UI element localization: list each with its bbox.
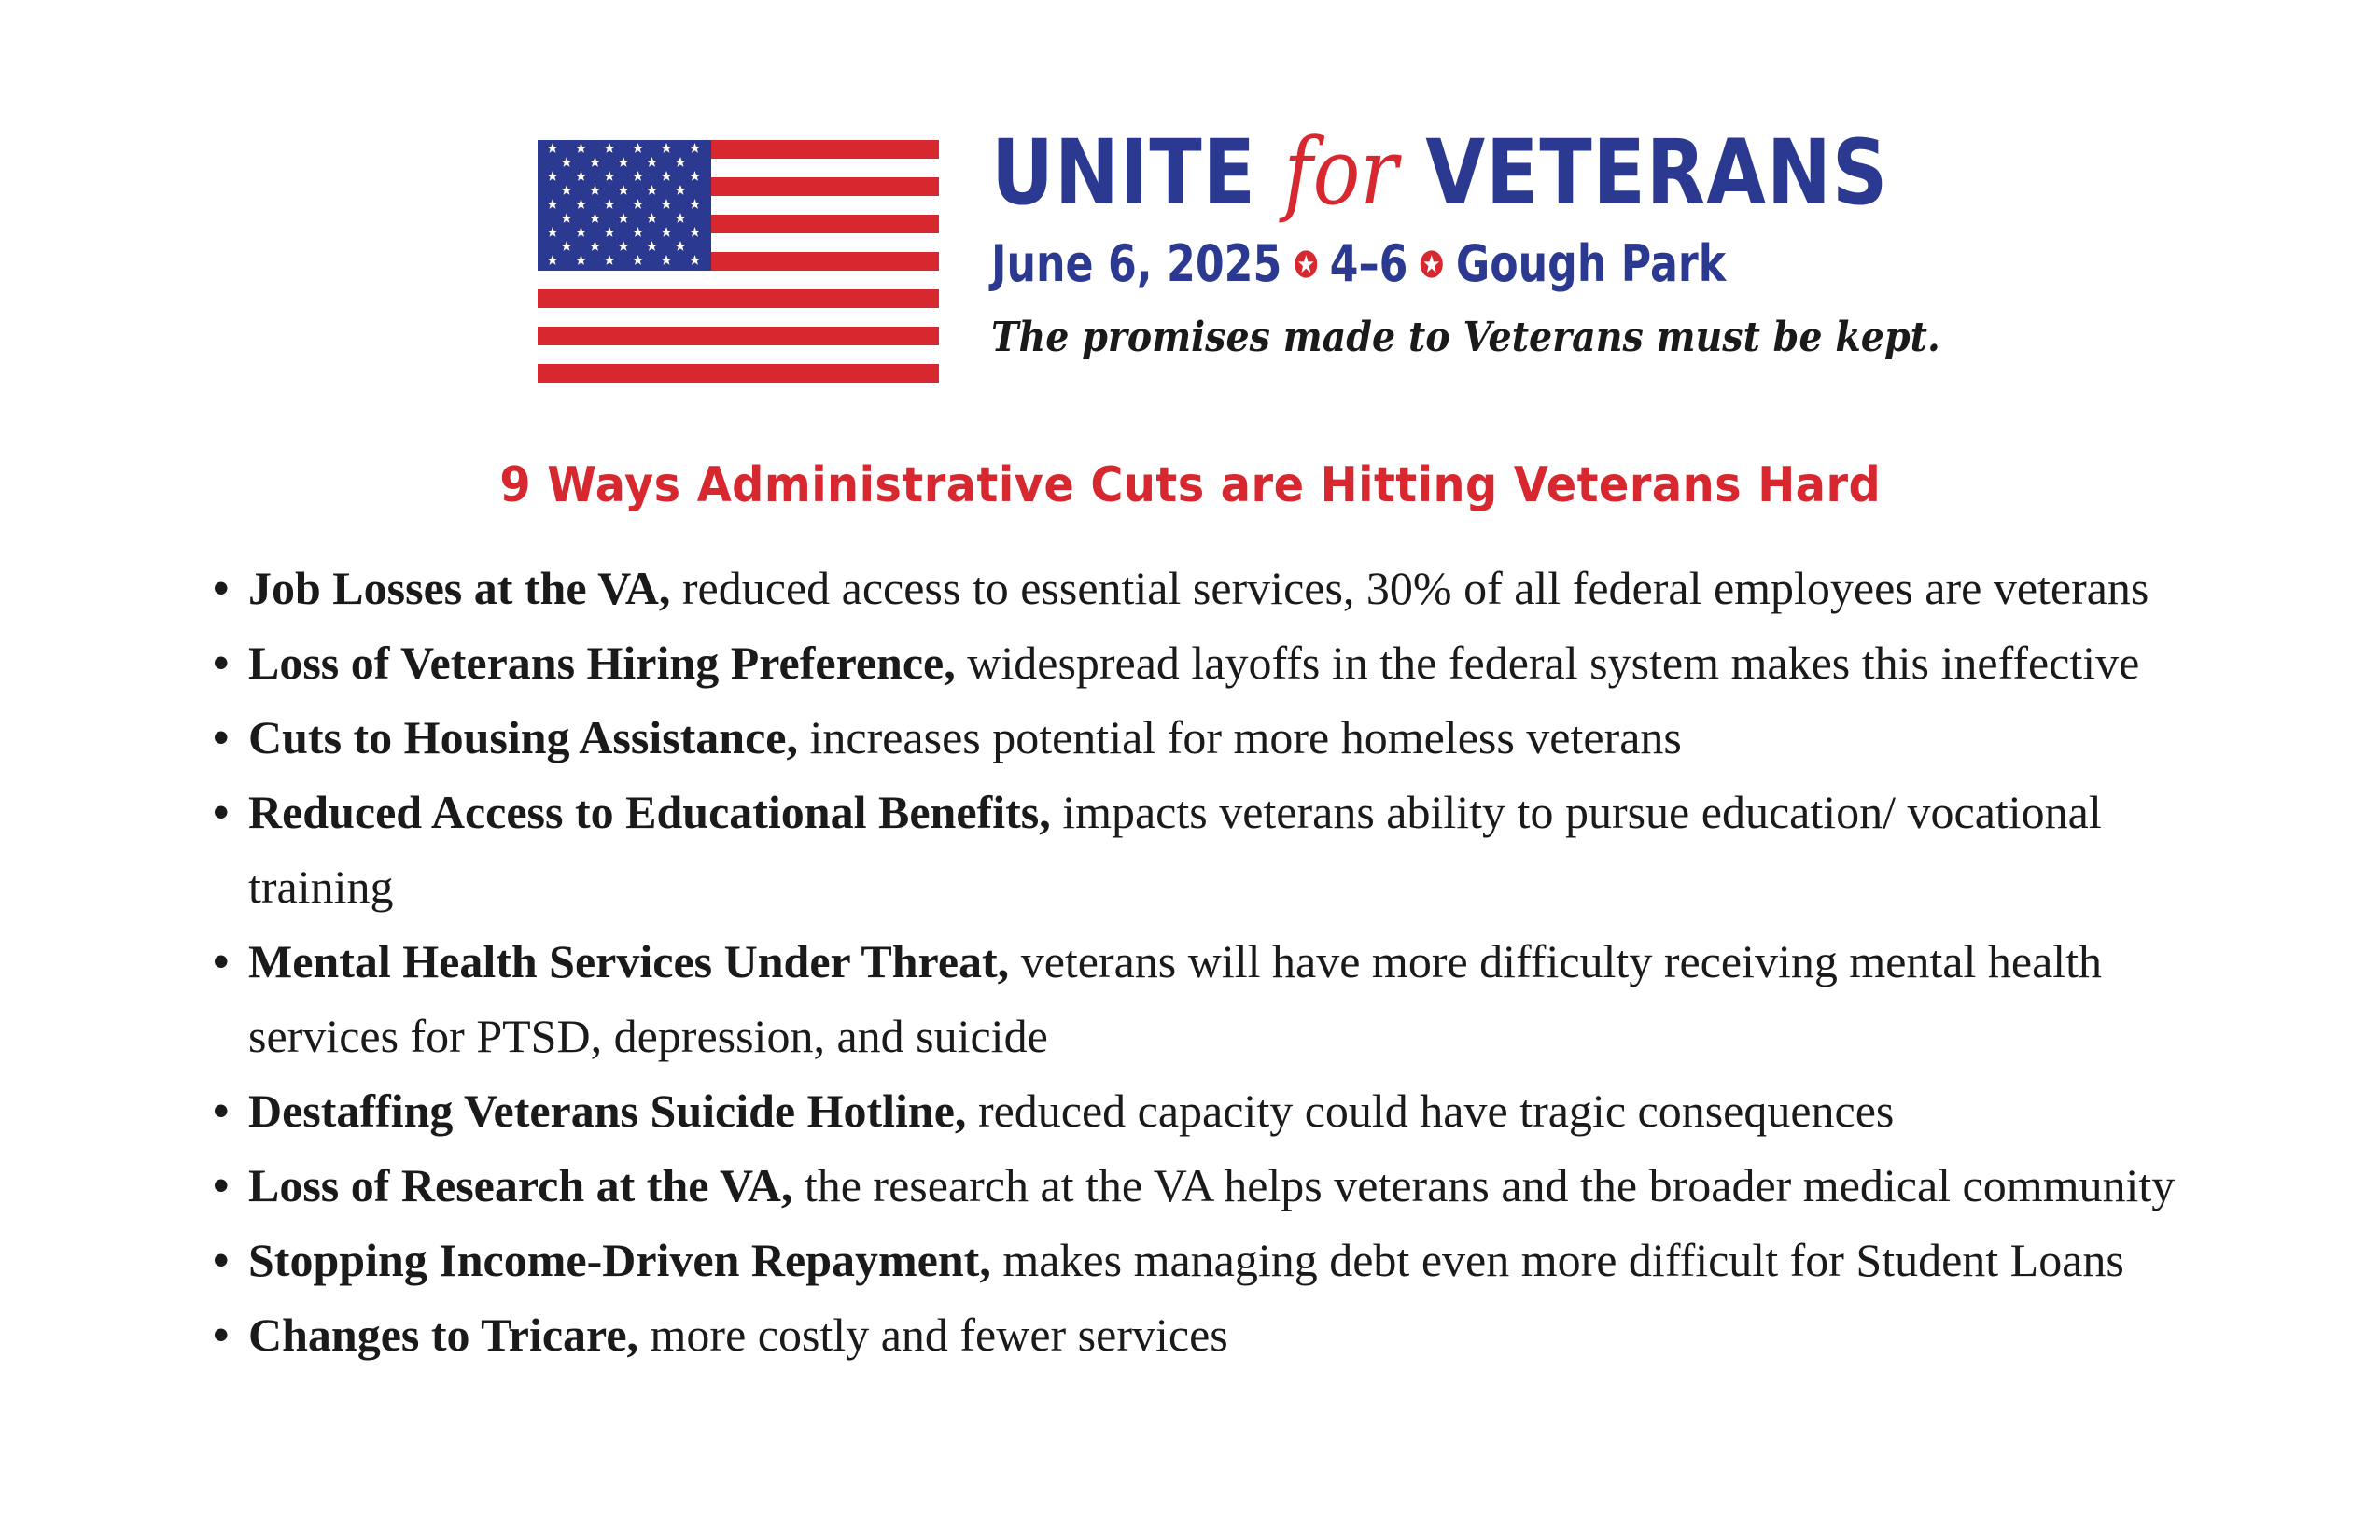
- bullet: •: [213, 935, 230, 987]
- event-location: Gough Park: [1455, 234, 1727, 293]
- item-text: more costly and fewer services: [638, 1309, 1228, 1361]
- item-text: the research at the VA helps veterans and the broader medical community: [792, 1159, 2176, 1211]
- list-item: [213, 1073, 2257, 1148]
- item-text: widespread layoffs in the federal system makes this ineffective: [955, 637, 2140, 689]
- item-text: veterans will have more difficulty receiving mental health services for PTSD, depression, and suicide: [248, 935, 2103, 1062]
- item-lead: Loss of Research at the VA,: [248, 1159, 793, 1211]
- item-text: reduced capacity could have tragic consequences: [966, 1085, 1895, 1137]
- item-lead: Destaffing Veterans Suicide Hotline,: [248, 1085, 967, 1137]
- event-details: [991, 234, 1727, 293]
- item-lead: Changes to Tricare,: [248, 1309, 639, 1361]
- item-lead: Loss of Veterans Hiring Preference,: [248, 637, 956, 689]
- bullet: •: [213, 786, 230, 838]
- list-item: [213, 775, 2257, 924]
- item-lead: Job Losses at the VA,: [248, 562, 671, 614]
- bullet: •: [213, 1159, 230, 1211]
- item-text: impacts veterans ability to pursue education/ vocational training: [248, 786, 2102, 913]
- bullet: •: [213, 1309, 230, 1361]
- bullet: •: [213, 637, 230, 689]
- bullet: •: [213, 562, 230, 614]
- list-item: [213, 1223, 2257, 1297]
- flag-stripe: [538, 364, 939, 383]
- event-title-veterans: VETERANS: [1425, 120, 1889, 225]
- item-text: makes managing debt even more difficult for Student Loans: [990, 1234, 2124, 1286]
- bullet: •: [213, 711, 230, 763]
- star-icon: [1421, 243, 1444, 286]
- list-item: [213, 625, 2257, 700]
- list-item: [213, 700, 2257, 775]
- section-heading-text: 9 Ways Administrative Cuts are Hitting Veterans Hard: [499, 457, 1881, 513]
- flag-stripe: [538, 289, 939, 308]
- american-flag-icon: [538, 140, 939, 383]
- list-item: [213, 924, 2257, 1073]
- item-lead: Mental Health Services Under Threat,: [248, 935, 1010, 987]
- star-icon: [1294, 243, 1317, 286]
- event-title-for: for: [1283, 119, 1398, 226]
- item-lead: Cuts to Housing Assistance,: [248, 711, 798, 763]
- event-title-unite: UNITE: [991, 120, 1256, 225]
- list-item: [213, 551, 2257, 625]
- item-lead: Stopping Income-Driven Repayment,: [248, 1234, 991, 1286]
- list-item: [213, 1148, 2257, 1223]
- item-text: reduced access to essential services, 30% of all federal employees are veterans: [670, 562, 2149, 614]
- tagline: The promises made to Veterans must be kept.: [991, 314, 1940, 361]
- ways-list: [213, 551, 2257, 1372]
- item-lead: Reduced Access to Educational Benefits,: [248, 786, 1051, 838]
- event-time: 4–6: [1329, 234, 1408, 293]
- list-item: [213, 1297, 2257, 1372]
- section-heading: [0, 457, 2380, 513]
- bullet: •: [213, 1085, 230, 1137]
- bullet: •: [213, 1234, 230, 1286]
- event-title: [991, 119, 1889, 226]
- event-date: June 6, 2025: [991, 234, 1282, 293]
- item-text: increases potential for more homeless veterans: [798, 711, 1682, 763]
- event-header: [991, 119, 1940, 361]
- flag-stripe: [538, 327, 939, 345]
